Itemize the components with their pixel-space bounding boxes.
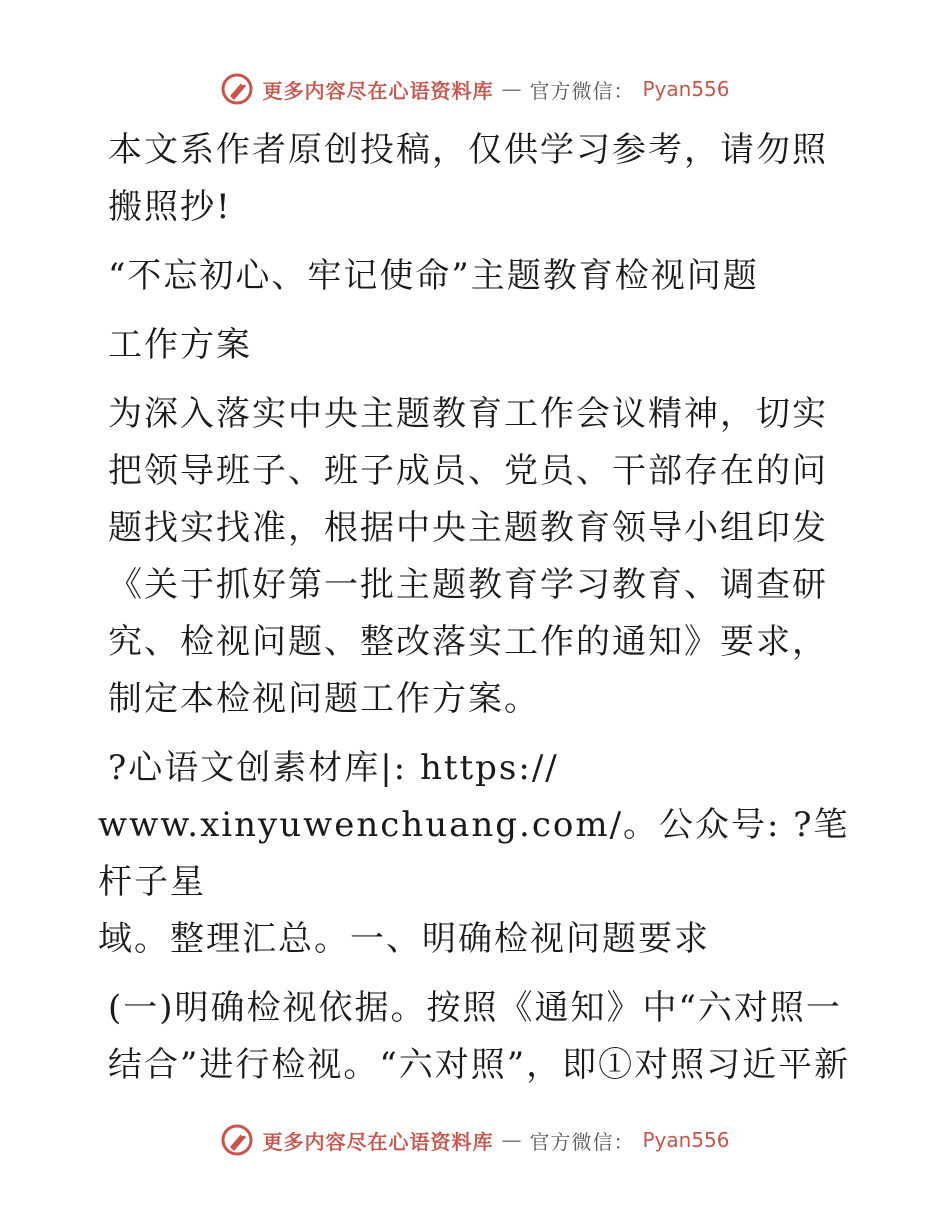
banner-separator: — [501,1128,522,1152]
banner-separator: — [501,77,522,101]
paragraph-2-line1: ?心语文创素材库|: https:// [108,748,559,788]
document-body [98,122,858,1094]
paragraph-3: (一)明确检视依据。按照《通知》中“六对照一结合”进行检视。“六对照”，即①对照习近平新 [108,988,851,1085]
banner-wechat-label: 官方微信： [529,78,635,103]
banner-text: 更多内容尽在心语资料库 [262,1129,494,1154]
banner-text: 更多内容尽在心语资料库 [262,78,494,103]
document-title-line1: “不忘初心、牢记使命”主题教育检视问题 [108,256,759,296]
banner-wechat-label: 官方微信： [529,1129,635,1154]
paragraph-2-line3: 域。整理汇总。一、明确检视问题要求 [98,919,710,959]
pen-nib-icon [220,1123,254,1157]
header-banner [0,72,950,106]
banner-wechat-id: Pyan556 [642,1128,730,1152]
footer-banner [0,1123,950,1157]
banner-wechat-id: Pyan556 [642,77,730,101]
notice-text: 本文系作者原创投稿，仅供学习参考，请勿照搬照抄! [108,130,828,227]
paragraph-1: 为深入落实中央主题教育工作会议精神，切实把领导班子、班子成员、党员、干部存在的问题找实找准，根据中央主题教育领导小组印发《关于抓好第一批主题教育学习教育、调查研究、检视问题、整改落实工作的通知》要求，制定本检视问题工作方案。 [108,394,828,719]
paragraph-2-line2: www.xinyuwenchuang.com/。公众号: ?笔杆子星 [98,805,850,902]
document-title-line2: 工作方案 [108,325,252,365]
pen-nib-icon [220,72,254,106]
